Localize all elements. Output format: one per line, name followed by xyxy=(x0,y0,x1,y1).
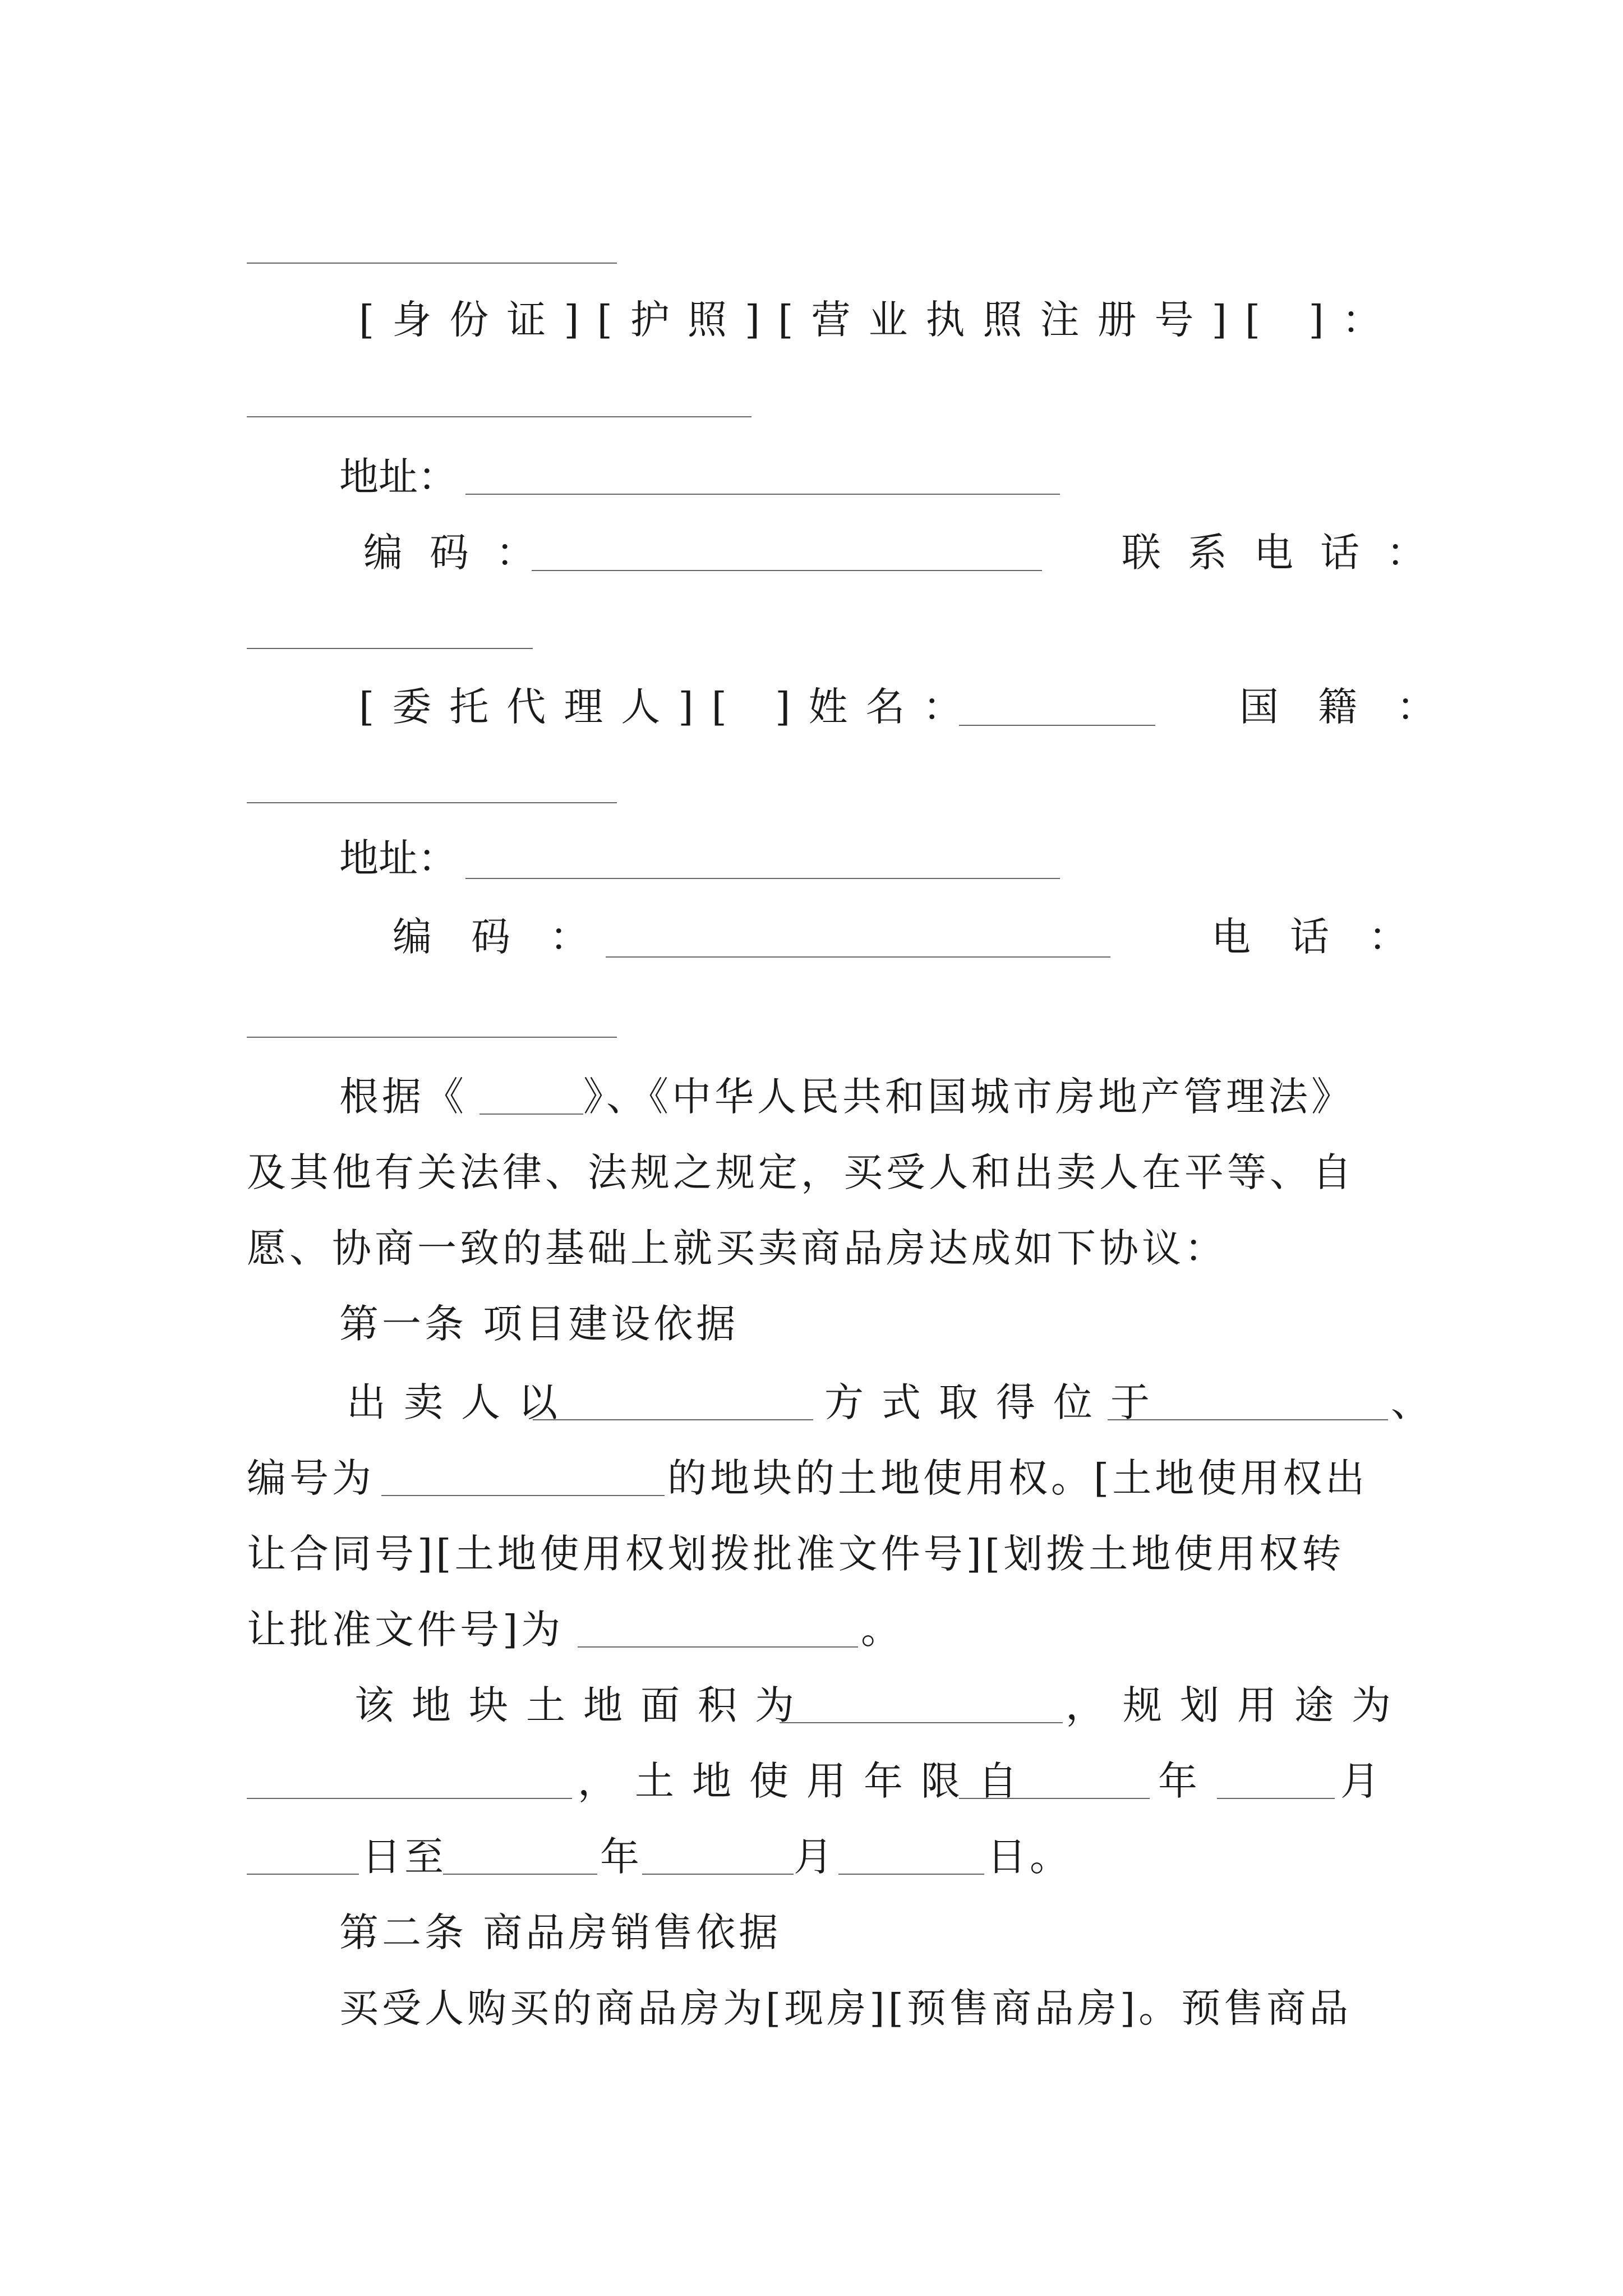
parcel-number-field[interactable] xyxy=(381,1495,665,1496)
acquire-method-field[interactable] xyxy=(533,1419,813,1420)
agent-name-field[interactable] xyxy=(959,725,1155,726)
article-1-s6b: 年 xyxy=(1158,1758,1197,1804)
article-1-s4b: 。 xyxy=(861,1607,900,1653)
article-1-s5a: 该地块土地面积为 xyxy=(354,1682,812,1728)
blank-line xyxy=(247,263,617,264)
postcode-label: 编码： xyxy=(363,530,562,576)
end-month-field[interactable] xyxy=(642,1874,794,1875)
end-year-field[interactable] xyxy=(443,1874,597,1875)
article-1-s7c: 月 xyxy=(794,1834,833,1880)
article-2-s1: 买受人购买的商品房为[现房][预售商品房]。预售商品 xyxy=(339,1985,1352,2031)
id-type-label: [身份证][护照][营业执照注册号][ ]： xyxy=(359,297,1399,343)
document-number-field[interactable] xyxy=(578,1646,858,1648)
article-1-s1c: 、 xyxy=(1391,1379,1430,1425)
agent-postcode-field[interactable] xyxy=(606,956,1110,958)
article-1-s3: 让合同号][土地使用权划拨批准文件号][划拨土地使用权转 xyxy=(247,1531,1345,1577)
article-1-s4a: 让批准文件号]为 xyxy=(247,1607,564,1653)
postcode-field[interactable] xyxy=(532,570,1042,571)
start-year-field[interactable] xyxy=(959,1798,1150,1799)
location-field[interactable] xyxy=(1108,1419,1388,1420)
preamble-line-3: 愿、协商一致的基础上就买卖商品房达成如下协议： xyxy=(247,1225,1227,1271)
article-1-s5b: ，规划用途为 xyxy=(1066,1682,1409,1728)
contact-phone-field[interactable] xyxy=(247,648,533,649)
agent-postcode-label: 编码： xyxy=(393,914,628,960)
nationality-field[interactable] xyxy=(247,802,617,803)
id-number-field[interactable] xyxy=(247,416,751,417)
agent-label: [委托代理人][ ]姓名： xyxy=(359,684,980,730)
agent-phone-field[interactable] xyxy=(247,1037,617,1038)
start-day-field[interactable] xyxy=(247,1874,359,1875)
end-day-field[interactable] xyxy=(838,1874,984,1875)
article-1-s1b: 方式取得位于 xyxy=(824,1379,1168,1425)
article-1-title: 第一条 项目建设依据 xyxy=(339,1301,739,1347)
land-use-field[interactable] xyxy=(247,1798,572,1799)
land-area-field[interactable] xyxy=(780,1722,1063,1723)
preamble-line-1b: 》、《中华人民共和国城市房地产管理法》 xyxy=(583,1074,1354,1120)
article-1-s6c: 月 xyxy=(1340,1758,1380,1804)
law-name-field[interactable] xyxy=(479,1114,583,1115)
article-1-s2b: 的地块的土地使用权。[土地使用权出 xyxy=(667,1455,1368,1501)
preamble-line-1a: 根据《 xyxy=(339,1074,467,1120)
article-1-s6a: ，土地使用年限自 xyxy=(578,1758,1035,1804)
article-2-title: 第二条 商品房销售依据 xyxy=(339,1910,782,1955)
agent-address-field[interactable] xyxy=(465,878,1060,879)
start-month-field[interactable] xyxy=(1217,1798,1335,1799)
article-1-s7a: 日至 xyxy=(362,1834,447,1880)
preamble-line-2: 及其他有关法律、法规之规定，买受人和出卖人在平等、自 xyxy=(247,1149,1355,1195)
article-1-s2a: 编号为 xyxy=(247,1455,375,1501)
contact-phone-label: 联系电话： xyxy=(1122,530,1453,576)
nationality-label: 国籍： xyxy=(1239,684,1475,730)
seller-address-label: 地址： xyxy=(339,454,457,500)
agent-phone-label: 电话： xyxy=(1211,914,1447,960)
article-1-s7d: 日。 xyxy=(987,1834,1072,1880)
agent-address-label: 地址： xyxy=(339,835,457,881)
article-1-s1a: 出卖人以 xyxy=(347,1379,575,1425)
seller-address-field[interactable] xyxy=(465,494,1060,495)
article-1-s7b: 年 xyxy=(600,1834,639,1880)
